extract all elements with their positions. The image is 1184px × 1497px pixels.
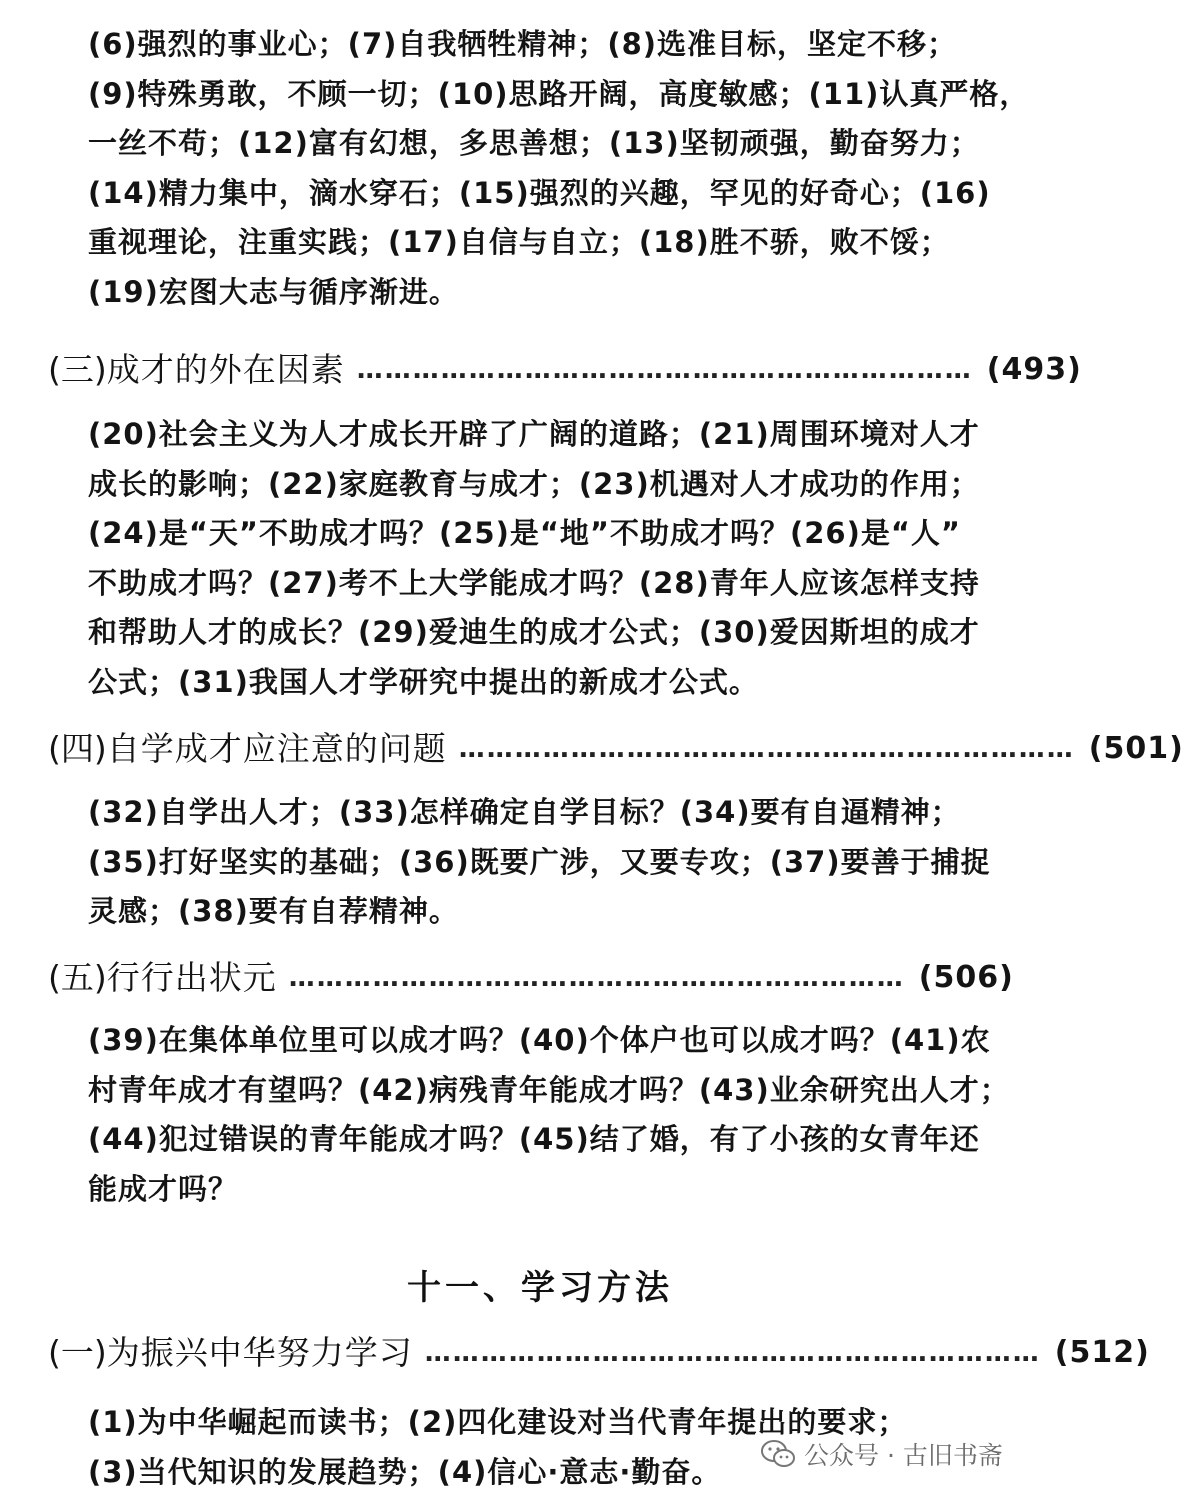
paragraph-4 (88, 1016, 1018, 1214)
text-line: (9)特殊勇敢，不顾一切；(10)思路开阔，高度敏感；(11)认真严格， (88, 76, 1030, 111)
text-line: 灵感；(38)要有自荐精神。 (88, 894, 459, 928)
leader-dots: ………………………………………………………… (458, 734, 1075, 764)
paragraph-3 (88, 788, 1018, 937)
page-number: (493) (986, 352, 1082, 387)
page-number: (501) (1088, 731, 1184, 766)
text-line: (35)打好坚实的基础；(36)既要广涉，又要专攻；(37)要善于捕捉 (88, 844, 991, 879)
text-line: (24)是“天”不助成才吗？(25)是“地”不助成才吗？(26)是“人” (88, 516, 961, 550)
section-number: (三) (48, 350, 107, 389)
section-title: 行行出状元 (106, 958, 277, 997)
section-title: 自学成才应注意的问题 (106, 729, 447, 768)
paragraph-1 (88, 20, 1030, 317)
text-line: 能成才吗？ (88, 1171, 239, 1206)
page-number: (512) (1054, 1335, 1150, 1370)
paragraph-2 (88, 410, 1018, 707)
section-number: (四) (48, 729, 107, 768)
leader-dots: ………………………………………………………… (356, 355, 973, 385)
text-line: 和帮助人才的成长？(29)爱迪生的成才公式；(30)爱因斯坦的成才 (88, 615, 980, 649)
text-line: 成长的影响；(22)家庭教育与成才；(23)机遇对人才成功的作用； (88, 466, 980, 501)
text-line: (32)自学出人才；(33)怎样确定自学目标？(34)要有自逼精神； (88, 795, 961, 829)
text-line: (14)精力集中，滴水穿石；(15)强烈的兴趣，罕见的好奇心；(16) (88, 175, 991, 210)
section-heading-5 (48, 955, 1014, 1001)
text-line: (19)宏图大志与循序渐进。 (88, 274, 459, 309)
section-title: 为振兴中华努力学习 (106, 1333, 413, 1372)
section-title: 成才的外在因素 (106, 350, 345, 389)
text-line: (20)社会主义为人才成长开辟了广阔的道路；(21)周围环境对人才 (88, 417, 980, 451)
section-heading-1 (48, 1330, 1150, 1376)
text-line: (6)强烈的事业心；(7)自我牺牲精神；(8)选准目标，坚定不移； (88, 27, 958, 61)
watermark-text: 公众号 · 古旧书斋 (804, 1441, 1003, 1470)
text-line: 公式；(31)我国人才学研究中提出的新成才公式。 (88, 664, 759, 699)
text-line: (1)为中华崛起而读书；(2)四化建设对当代青年提出的要求； (88, 1405, 908, 1439)
text-line: 村青年成才有望吗？(42)病残青年能成才吗？(43)业余研究出人才； (88, 1072, 1010, 1107)
text-line: 重视理论，注重实践；(17)自信与自立；(18)胜不骄，败不馁； (88, 225, 950, 259)
wechat-icon (760, 1439, 796, 1469)
section-heading-4 (48, 726, 1184, 772)
chapter-title: 十一、学习方法 (407, 1268, 673, 1308)
watermark (760, 1432, 1003, 1476)
leader-dots: ………………………………………………………… (288, 963, 905, 993)
text-line: (44)犯过错误的青年能成才吗？(45)结了婚，有了小孩的女青年还 (88, 1122, 980, 1156)
section-number: (五) (48, 958, 107, 997)
text-line: (3)当代知识的发展趋势；(4)信心·意志·勤奋。 (88, 1454, 722, 1489)
leader-dots: ………………………………………………………… (424, 1338, 1041, 1368)
text-line: (39)在集体单位里可以成才吗？(40)个体户也可以成才吗？(41)农 (88, 1023, 991, 1057)
section-heading-3 (48, 347, 1082, 393)
text-line: 一丝不苟；(12)富有幻想，多思善想；(13)坚韧顽强，勤奋努力； (88, 126, 980, 160)
section-number: (一) (48, 1333, 107, 1372)
text-line: 不助成才吗？(27)考不上大学能成才吗？(28)青年人应该怎样支持 (88, 565, 980, 600)
page-number: (506) (918, 960, 1014, 995)
